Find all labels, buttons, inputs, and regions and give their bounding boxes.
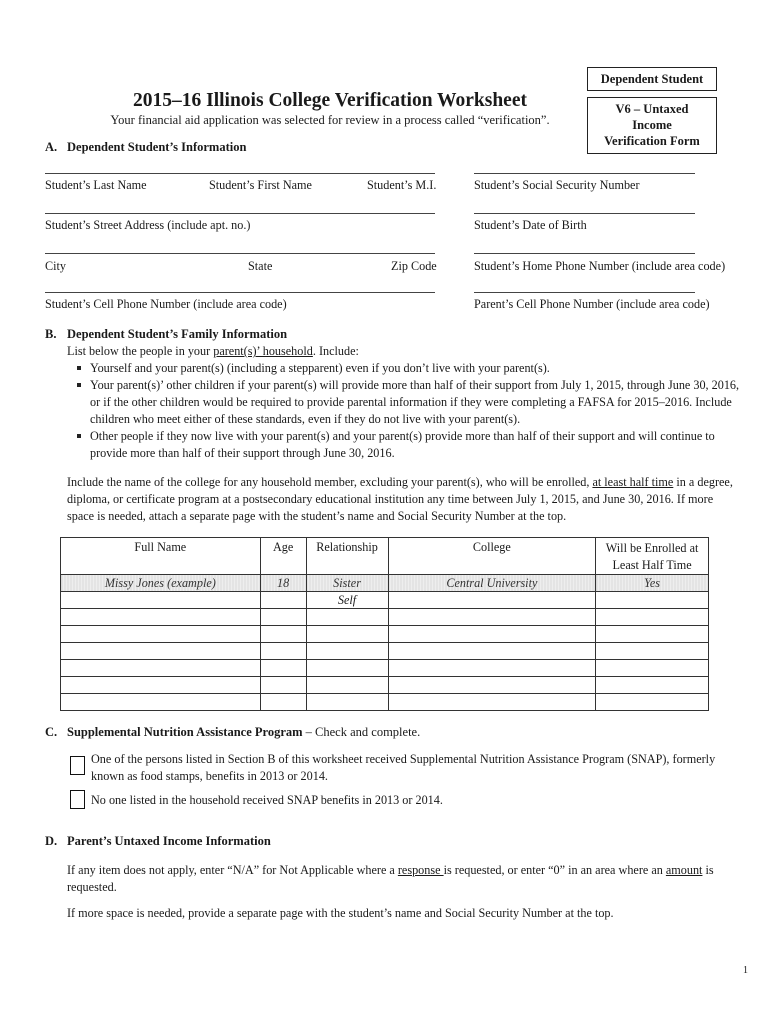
page-subtitle: Your financial aid application was selected for review in a process called “verification”. (110, 113, 550, 127)
dob-line[interactable] (474, 213, 695, 214)
relationship-cell[interactable] (306, 643, 388, 660)
bullet-item (77, 360, 742, 377)
col-full-name: Full Name (61, 538, 261, 575)
intro-text: List below the people in your (67, 344, 214, 358)
home-phone-line[interactable] (474, 253, 695, 254)
col-relationship: Relationship (306, 538, 388, 575)
table-row (61, 609, 709, 626)
dob-label: Student’s Date of Birth (474, 218, 587, 232)
student-name-line[interactable] (45, 173, 435, 174)
relationship-cell[interactable] (306, 660, 388, 677)
example-enrolled: Yes (596, 575, 709, 592)
intro-end: . Include: (312, 344, 359, 358)
first-name-label: Student’s First Name (209, 178, 312, 192)
dependent-student-badge: Dependent Student (587, 67, 717, 91)
enrolled-cell[interactable] (596, 677, 709, 694)
age-cell[interactable] (260, 643, 306, 660)
table-row (61, 660, 709, 677)
relationship-cell[interactable] (306, 677, 388, 694)
table-row (61, 626, 709, 643)
section-a-letter: A. (45, 140, 58, 154)
enrolled-cell[interactable] (596, 643, 709, 660)
section-b-title: Dependent Student’s Family Information (67, 327, 288, 341)
college-cell[interactable] (388, 694, 596, 711)
zip-label: Zip Code (391, 259, 437, 273)
section-d-title: Parent’s Untaxed Income Information (67, 834, 271, 848)
response-underlined: response (397, 863, 444, 877)
table-row (61, 677, 709, 694)
street-address-line[interactable] (45, 213, 435, 214)
page-title: 2015–16 Illinois College Verification Worksheet (133, 90, 527, 111)
name-cell[interactable] (61, 626, 261, 643)
name-cell[interactable] (61, 643, 261, 660)
last-name-label: Student’s Last Name (45, 178, 147, 192)
section-b-letter: B. (45, 327, 57, 341)
example-name: Missy Jones (example) (61, 575, 261, 592)
form-badge-line-1: V6 – Untaxed (615, 102, 689, 116)
instructions-end: is requested. (67, 863, 714, 894)
enrolled-cell[interactable] (596, 609, 709, 626)
table-row (61, 643, 709, 660)
section-d-letter: D. (45, 834, 58, 848)
table-row (61, 694, 709, 711)
amount-underlined: amount (665, 863, 703, 877)
extra-space-note: If more space is needed, provide a separate page with the student’s name and Social Security Number at the top. (67, 906, 614, 920)
cell-phone-line[interactable] (45, 292, 435, 293)
ssn-line[interactable] (474, 173, 695, 174)
age-cell[interactable] (260, 626, 306, 643)
untaxed-instructions (67, 862, 742, 896)
household-table (60, 537, 709, 711)
college-cell[interactable] (388, 626, 596, 643)
section-c-title: Supplemental Nutrition Assistance Program (67, 725, 303, 739)
snap-not-received-checkbox[interactable] (70, 790, 85, 809)
college-cell[interactable] (388, 660, 596, 677)
table-header-row (61, 538, 709, 575)
col-enrolled-half-time: Will be Enrolled at Least Half Time (596, 538, 709, 575)
city-label: City (45, 259, 66, 273)
section-a-title: Dependent Student’s Information (67, 140, 247, 154)
name-cell[interactable] (61, 592, 261, 609)
bullet-text: Other people if they now live with your parent(s) and your parent(s) provide more than half of their support and will continue to provide more than half of their support through June 30, 2016. (90, 429, 715, 460)
college-cell[interactable] (388, 643, 596, 660)
intro-underlined: parent(s)’ household (213, 344, 313, 358)
table-row (61, 592, 709, 609)
example-relationship: Sister (306, 575, 388, 592)
enrolled-cell[interactable] (596, 626, 709, 643)
bullet-text: Your parent(s)’ other children if your parent(s) will provide more than half of their support from July 1, 2015, through June 30, 2016, or if the other children would be required to provide parental information if they were completing a FAFSA for 2015–2016. Include children who meet either of these standards, even if they do not live with your parent(s). (90, 378, 740, 426)
state-label: State (248, 259, 273, 273)
section-d-heading (45, 834, 271, 849)
bullet-item (77, 377, 742, 428)
snap-received-text: One of the persons listed in Section B of this worksheet received Supplemental Nutrition Assistance Program (SNAP), formerly known as food stamps, benefits in 2013 or 2014. (91, 752, 716, 783)
section-c-heading (45, 725, 420, 740)
age-cell[interactable] (260, 660, 306, 677)
household-bullet-list (77, 360, 742, 462)
page-number: 1 (743, 965, 748, 976)
name-cell[interactable] (61, 694, 261, 711)
snap-not-received-text: No one listed in the household received SNAP benefits in 2013 or 2014. (91, 793, 443, 807)
name-cell[interactable] (61, 609, 261, 626)
form-badge-line-2: Income (632, 118, 672, 132)
col-college: College (388, 538, 596, 575)
instructions-underlined: at least half time (592, 475, 674, 489)
section-a-heading (45, 140, 246, 155)
col-age: Age (260, 538, 306, 575)
instructions-text: Include the name of the college for any household member, excluding your parent(s), who will be enrolled, (67, 475, 593, 489)
enrolled-cell[interactable] (596, 660, 709, 677)
age-cell[interactable] (260, 592, 306, 609)
relationship-cell[interactable] (306, 626, 388, 643)
age-cell[interactable] (260, 677, 306, 694)
section-b-heading (45, 327, 287, 342)
snap-received-checkbox[interactable] (70, 756, 85, 775)
bullet-marker (77, 434, 81, 438)
bullet-text: Yourself and your parent(s) (including a stepparent) even if you don’t live with your parent(s). (90, 361, 550, 375)
parent-cell-line[interactable] (474, 292, 695, 293)
age-cell[interactable] (260, 609, 306, 626)
name-cell[interactable] (61, 677, 261, 694)
mi-label: Student’s M.I. (367, 178, 437, 192)
city-state-zip-line[interactable] (45, 253, 435, 254)
cell-phone-label: Student’s Cell Phone Number (include area code) (45, 297, 287, 311)
bullet-marker (77, 383, 81, 387)
relationship-cell[interactable] (306, 694, 388, 711)
college-instructions (67, 474, 742, 525)
example-college: Central University (388, 575, 596, 592)
bullet-item (77, 428, 742, 462)
example-row (61, 575, 709, 592)
instructions-text: is requested, or enter “0” in an area where an (443, 863, 666, 877)
section-c-letter: C. (45, 725, 58, 739)
instructions-text: If any item does not apply, enter “N/A” for Not Applicable where a (67, 863, 398, 877)
street-address-label: Student’s Street Address (include apt. no.) (45, 218, 251, 232)
ssn-label: Student’s Social Security Number (474, 178, 640, 192)
college-cell[interactable] (388, 592, 596, 609)
form-badge-line-3: Verification Form (604, 134, 700, 148)
home-phone-label: Student’s Home Phone Number (include area code) (474, 259, 726, 273)
age-cell[interactable] (260, 694, 306, 711)
enrolled-cell[interactable] (596, 592, 709, 609)
parent-cell-label: Parent’s Cell Phone Number (include area code) (474, 297, 710, 311)
relationship-cell[interactable] (306, 609, 388, 626)
name-cell[interactable] (61, 660, 261, 677)
section-b-intro (67, 343, 359, 360)
example-age: 18 (260, 575, 306, 592)
instructions-end: in a degree, diploma, or certificate program at a postsecondary educational institution any time between July 1, 2015, and June 30, 2016. If more space is needed, attach a separate page with the student’s name and Social Security Number at the top. (67, 475, 733, 523)
college-cell[interactable] (388, 677, 596, 694)
college-cell[interactable] (388, 609, 596, 626)
bullet-marker (77, 366, 81, 370)
relationship-cell[interactable]: Self (306, 592, 388, 609)
enrolled-cell[interactable] (596, 694, 709, 711)
section-c-suffix: – Check and complete. (302, 725, 421, 739)
